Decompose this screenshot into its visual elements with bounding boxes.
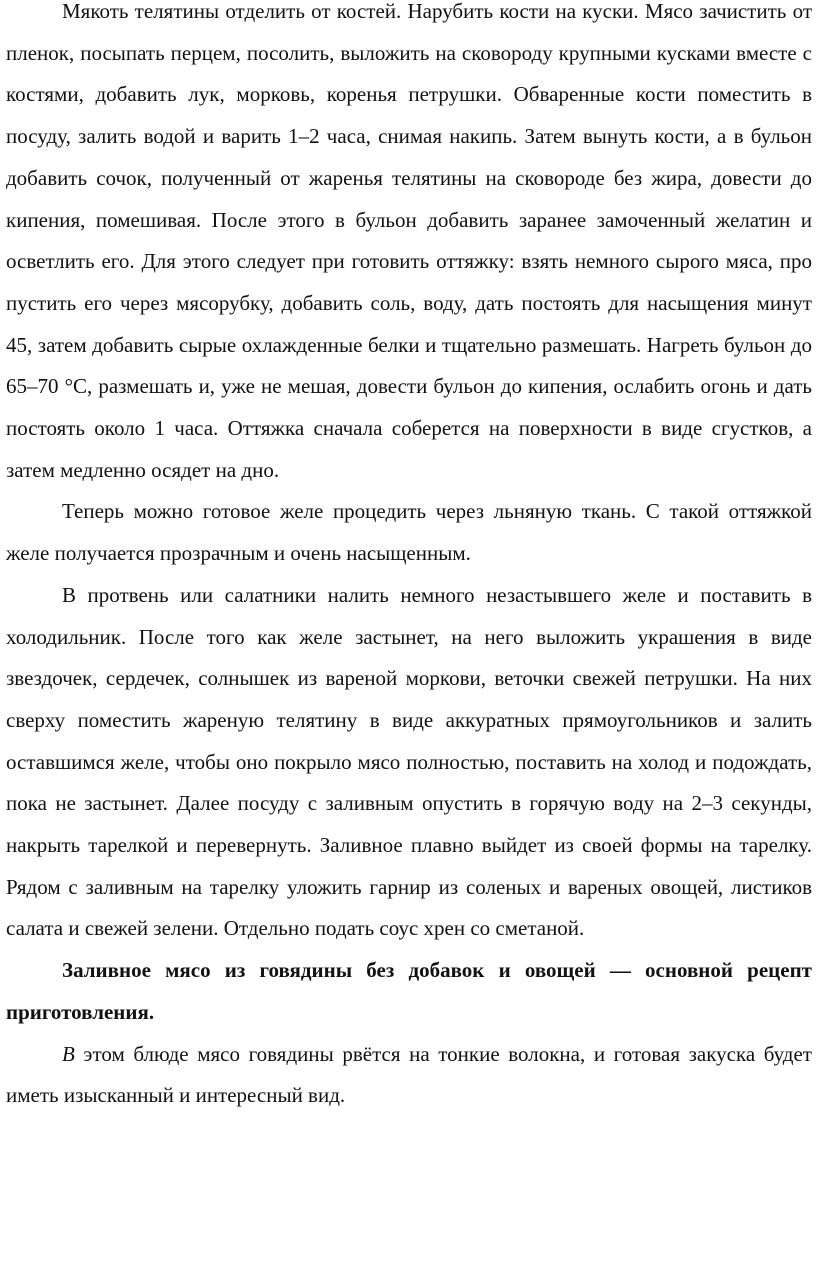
paragraph-recipe-steps: Мякоть телятины отделить от костей. Нарубить кости на куски. Мясо зачистить от пленок, посыпать перцем, посолить, выложить на сковороду крупными кусками вместе с костями, добавить лук, морковь, коренья петрушки. Обваренные кости поместить в посуду, залить водой и варить 1–2 часа, снимая накипь. Затем вынуть кости, а в бульон добавить сочок, полученный от жаренья телятины на сковороде без жира, довести до кипения, помешивая. После этого в бульон добавить заранее замоченный желатин и осветлить его. Для этого следует при готовить оттяжку: взять немного сырого мяса, про пустить его через мясорубку, добавить соль, воду, дать постоять для насыщения минут 45, затем добавить сырые охлажденные белки и тщательно размешать. Нагреть бульон до 65–70 °С, размешать и, уже не мешая, довести бульон до кипения, ослабить огонь и дать постоять около 1 часа. Оттяжка сначала соберется на поверхности в виде сгустков, а затем медленно осядет на дно. — [6, 0, 812, 482]
italic-initial: В — [62, 1041, 75, 1066]
paragraph-intro-text: этом блюде мясо говядины рвётся на тонкие волокна, и готовая закуска будет иметь изысканный и интересный вид. — [6, 1041, 812, 1108]
section-heading: Заливное мясо из говядины без добавок и овощей — основной рецепт приготовления. — [6, 958, 812, 1024]
paragraph-intro — [6, 1034, 812, 1117]
paragraph-straining: Теперь можно готовое желе процедить через льняную ткань. С такой оттяжкой желе получается прозрачным и очень насыщенным. — [6, 499, 812, 566]
paragraph-serving: В протвень или салатники налить немного незастывшего желе и поставить в холодильник. После того как желе застынет, на него выложить украшения в виде звездочек, сердечек, солнышек из вареной моркови, веточки свежей петрушки. На них сверху поместить жареную телятину в виде аккуратных прямоугольников и залить оставшимся желе, чтобы оно покрыло мясо полностью, поставить на холод и подождать, пока не застынет. Далее посуду с заливным опустить в горячую воду на 2–3 секунды, накрыть тарелкой и перевернуть. Заливное плавно выйдет из своей формы на тарелку. Рядом с заливным на тарелку уложить гарнир из соленых и вареных овощей, листиков салата и свежей зелени. Отдельно подать соус хрен со сметаной. — [6, 582, 812, 941]
